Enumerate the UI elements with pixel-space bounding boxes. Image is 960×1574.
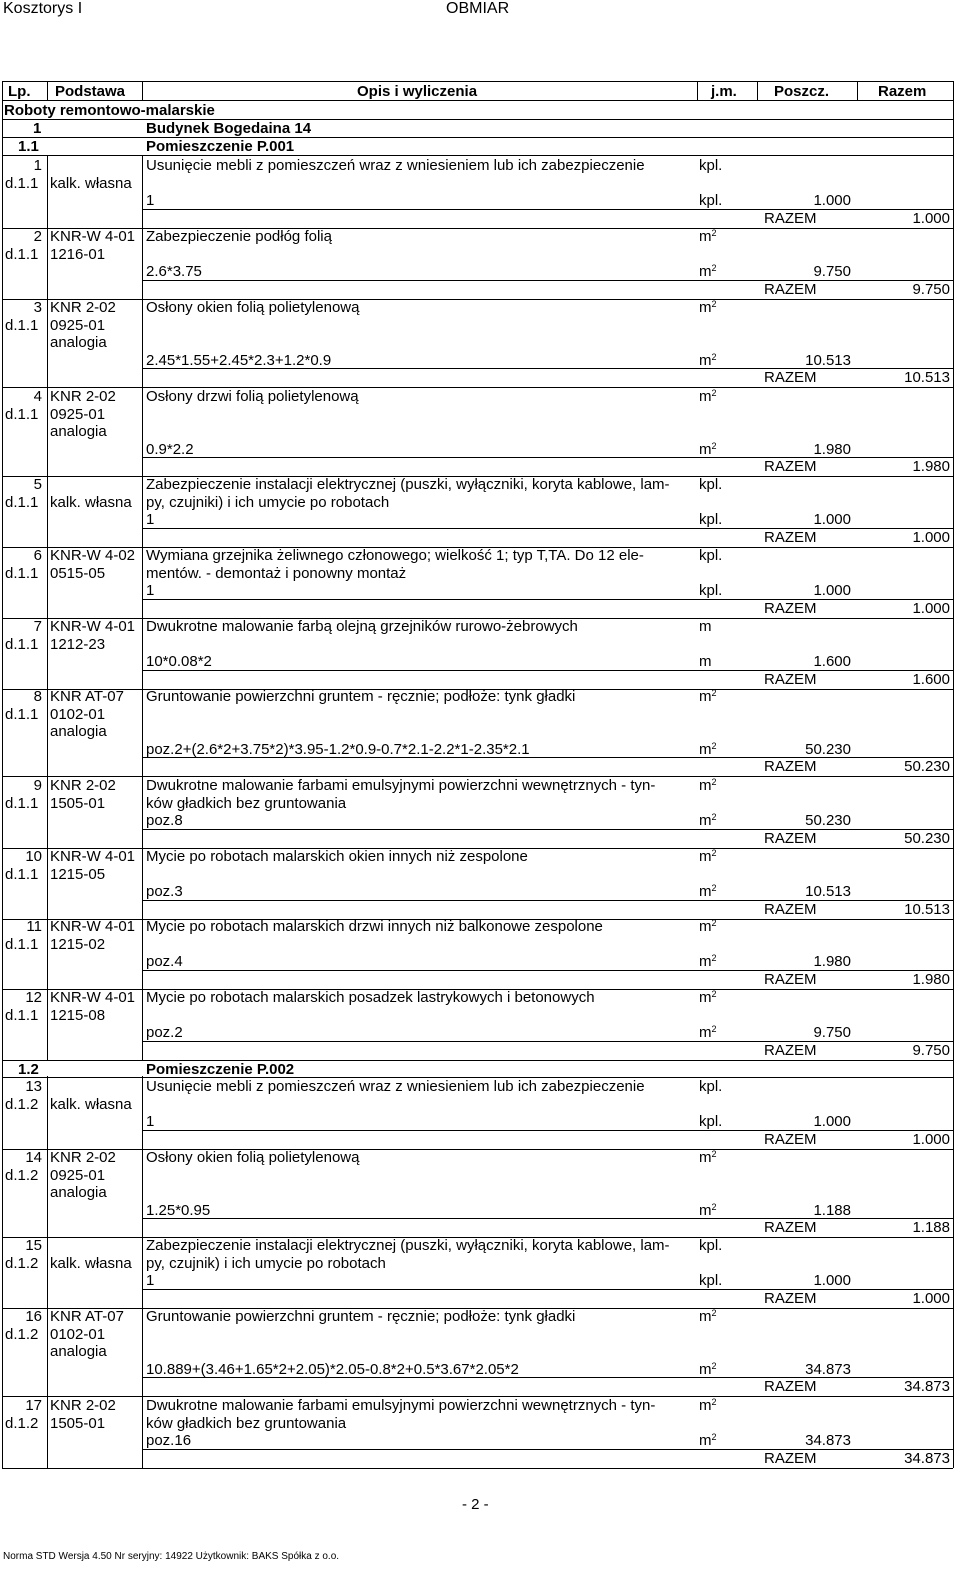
column-divider [142,987,143,1060]
column-divider [2,81,3,1468]
item-base: analogia [50,1343,107,1361]
row-divider [142,528,953,529]
row-divider [2,100,953,101]
calc-unit: kpl. [699,192,723,210]
item-base: kalk. własna [50,1254,132,1272]
row-divider [2,155,953,156]
item-description: py, czujniki) i ich umycie po robotach [146,493,390,511]
item-dlp: d.1.2 [5,1166,39,1184]
calc-value: 1.980 [813,953,851,971]
header-jm: j.m. [711,83,737,100]
row-divider [142,1041,953,1042]
item-description: Zabezpieczenie instalacji elektrycznej (puszki, wyłączniki, koryta kablowe, lam- [146,1237,670,1254]
item-dlp: d.1.1 [5,245,39,263]
razem-label: RAZEM [764,458,817,476]
item-description: py, czujnik) i ich umycie po robotach [146,1254,386,1272]
calc-value: 1.980 [813,440,851,458]
column-divider [47,1306,48,1396]
item-lp: 16 [25,1308,42,1325]
row-divider [2,1149,953,1150]
item-unit: $m^2$ [699,388,717,405]
column-divider [47,545,48,618]
row-divider [142,1289,953,1290]
item-lp: 11 [26,918,42,935]
item-unit: $m^2$ [699,1149,717,1166]
item-total: 1.000 [912,1130,950,1148]
room-number: 1.1 [18,138,39,155]
row-divider [142,829,953,830]
calc-unit: $m^2$ [699,263,717,281]
row-divider [142,599,953,600]
item-lp: 2 [33,228,42,245]
header-razem: Razem [878,83,927,100]
item-calculation: 2.6*3.75 [146,263,202,281]
column-divider [47,155,48,228]
column-divider [47,987,48,1060]
document-section-title: OBMIAR [446,0,510,17]
item-lp: 9 [33,777,42,794]
item-base: KNR-W 4-01 [50,848,136,865]
item-base: kalk. własna [50,1095,132,1113]
room-number: 1.2 [18,1061,39,1078]
column-divider [142,775,143,848]
column-divider [142,155,143,228]
item-dlp: d.1.2 [5,1254,39,1272]
item-lp: 8 [33,688,42,705]
razem-label: RAZEM [764,970,817,988]
item-description: ków gładkich bez gruntowania [146,1414,347,1432]
item-lp: 15 [25,1237,42,1254]
razem-label: RAZEM [764,599,817,617]
item-description: Zabezpieczenie instalacji elektrycznej (puszki, wyłączniki, koryta kablowe, lam- [146,476,670,493]
item-total: 1.188 [912,1219,950,1237]
item-description: Osłony okien folią polietylenową [146,299,360,316]
footer-note: Norma STD Wersja 4.50 Nr seryjny: 14922 Użytkownik: BAKS Spółka z o.o. [3,1551,340,1562]
row-divider [2,228,953,229]
item-description: Osłony drzwi folią polietylenową [146,388,359,405]
razem-label: RAZEM [764,758,817,776]
row-divider [142,757,953,758]
item-base: analogia [50,334,107,352]
building-number: 1 [33,120,42,137]
item-base: kalk. własna [50,493,132,511]
item-calculation: poz.3 [146,883,183,901]
item-base: 0515-05 [50,564,106,582]
item-calculation: poz.16 [146,1432,192,1450]
item-base: 1505-01 [50,1414,106,1432]
calc-value: 1.000 [813,1113,851,1131]
column-divider [47,1147,48,1237]
item-base: KNR-W 4-01 [50,918,136,935]
column-divider [47,1235,48,1308]
item-total: 1.980 [912,458,950,476]
row-divider [142,1377,953,1378]
header-opis: Opis i wyliczenia [357,83,478,100]
item-calculation: 1 [146,582,155,600]
column-divider [47,297,48,387]
razem-label: RAZEM [764,209,817,227]
item-dlp: d.1.1 [5,1006,39,1024]
column-divider [142,297,143,387]
calc-unit: $m^2$ [699,440,717,458]
item-base: 1215-05 [50,865,106,883]
calc-unit: $m^2$ [699,953,717,971]
item-dlp: d.1.1 [5,635,39,653]
column-divider [142,1147,143,1237]
item-calculation: poz.8 [146,812,183,830]
item-calculation: 1 [146,1113,155,1131]
item-unit: kpl. [699,157,723,174]
header-lp: Lp. [8,83,31,100]
item-description: Osłony okien folią polietylenową [146,1149,360,1166]
item-total: 10.513 [904,900,950,918]
item-lp: 13 [25,1078,42,1095]
item-calculation: 1.25*0.95 [146,1201,211,1219]
item-lp: 3 [33,299,42,316]
item-unit: kpl. [699,1237,723,1254]
item-calculation: 10.889+(3.46+1.65*2+2.05)*2.05-0.8*2+0.5*3.67*2.05*2 [146,1360,519,1378]
column-divider [142,545,143,618]
item-lp: 7 [33,618,42,635]
row-divider [142,1130,953,1131]
column-divider [47,474,48,547]
item-unit: $m^2$ [699,918,717,935]
item-calculation: 10*0.08*2 [146,653,212,671]
item-total: 9.750 [912,280,950,298]
razem-label: RAZEM [764,369,817,387]
item-base: KNR-W 4-02 [50,547,136,564]
calc-value: 10.513 [805,883,851,901]
item-base: 1212-23 [50,635,106,653]
item-base: KNR AT-07 [50,688,124,705]
item-base: 0102-01 [50,1325,106,1343]
row-divider [142,280,953,281]
item-base: 1216-01 [50,245,106,263]
item-base: KNR 2-02 [50,299,116,316]
item-total: 1.000 [912,599,950,617]
calc-unit: $m^2$ [699,351,717,369]
item-total: 34.873 [904,1378,950,1396]
item-base: KNR-W 4-01 [50,989,136,1006]
calc-unit: $m^2$ [699,812,717,830]
item-description: Zabezpieczenie podłóg folią [146,228,332,245]
item-base: analogia [50,1184,107,1202]
item-description: Dwukrotne malowanie farbą olejną grzejników rurowo-żebrowych [146,618,578,635]
item-description: Dwukrotne malowanie farbami emulsyjnymi powierzchni wewnętrznych - tyn- [146,1397,656,1414]
column-divider [47,686,48,776]
item-dlp: d.1.1 [5,865,39,883]
razem-label: RAZEM [764,1289,817,1307]
calc-value: 1.000 [813,511,851,529]
row-divider [2,299,953,300]
item-description: Mycie po robotach malarskich posadzek lastrykowych i betonowych [146,989,595,1006]
item-total: 1.000 [912,528,950,546]
item-dlp: d.1.1 [5,493,39,511]
item-base: 0102-01 [50,705,106,723]
row-divider [142,1218,953,1219]
page-number: - 2 - [462,1496,489,1513]
item-description: Wymiana grzejnika żeliwnego członowego; wielkość 1; typ T,TA. Do 12 ele- [146,547,644,564]
header-podstawa: Podstawa [55,83,126,100]
item-base: KNR AT-07 [50,1308,124,1325]
section-title: Roboty remontowo-malarskie [4,102,215,119]
item-calculation: 1 [146,192,155,210]
row-divider [2,81,953,82]
item-unit: m [699,618,712,635]
calc-unit: $m^2$ [699,740,717,758]
column-divider [857,81,858,100]
column-divider [47,81,48,100]
item-dlp: d.1.2 [5,1095,39,1113]
header-poszcz: Poszcz. [774,83,830,100]
calc-value: 10.513 [805,351,851,369]
column-divider [47,616,48,689]
item-unit: $m^2$ [699,777,717,794]
item-total: 10.513 [904,369,950,387]
row-divider [142,368,953,369]
row-divider [2,1060,953,1061]
item-base: KNR 2-02 [50,388,116,405]
item-base: 0925-01 [50,405,106,423]
item-unit: kpl. [699,547,723,564]
column-divider [142,616,143,689]
calc-value: 1.600 [813,653,851,671]
item-dlp: d.1.1 [5,935,39,953]
item-lp: 4 [33,388,42,405]
column-divider [47,775,48,848]
column-divider [47,846,48,919]
razem-label: RAZEM [764,829,817,847]
item-unit: kpl. [699,476,723,493]
calc-unit: kpl. [699,511,723,529]
item-calculation: poz.4 [146,953,183,971]
item-unit: $m^2$ [699,989,717,1006]
calc-value: 1.000 [813,192,851,210]
item-base: KNR-W 4-01 [50,618,136,635]
item-unit: $m^2$ [699,848,717,865]
item-lp: 1 [33,157,42,174]
calc-unit: m [699,653,712,671]
calc-value: 1.000 [813,582,851,600]
calc-value: 1.188 [813,1201,851,1219]
column-divider [47,916,48,989]
column-divider [47,1076,48,1149]
item-base: KNR 2-02 [50,1149,116,1166]
item-base: KNR-W 4-01 [50,228,136,245]
item-base: 1215-08 [50,1006,106,1024]
item-dlp: d.1.2 [5,1325,39,1343]
razem-label: RAZEM [764,1378,817,1396]
column-divider [47,226,48,299]
item-description: ków gładkich bez gruntowania [146,794,347,812]
room-name: Pomieszczenie P.001 [146,138,295,155]
row-divider [142,970,953,971]
column-divider [142,226,143,299]
document-title: Kosztorys I [3,0,83,17]
calc-unit: $m^2$ [699,1432,717,1450]
item-base: 0925-01 [50,316,106,334]
item-total: 9.750 [912,1041,950,1059]
item-dlp: d.1.1 [5,405,39,423]
calc-unit: kpl. [699,1113,723,1131]
item-description: Mycie po robotach malarskich okien innych niż zespolone [146,848,528,865]
item-base: 1505-01 [50,794,106,812]
item-lp: 14 [25,1149,42,1166]
item-total: 34.873 [904,1449,950,1467]
item-dlp: d.1.1 [5,174,39,192]
calc-unit: kpl. [699,1272,723,1290]
item-lp: 17 [25,1397,42,1414]
row-divider [142,1449,953,1450]
item-description: Dwukrotne malowanie farbami emulsyjnymi powierzchni wewnętrznych - tyn- [146,777,656,794]
column-divider [142,686,143,776]
razem-label: RAZEM [764,1041,817,1059]
calc-unit: kpl. [699,582,723,600]
column-divider [142,386,143,476]
item-dlp: d.1.1 [5,316,39,334]
item-description: Usunięcie mebli z pomieszczeń wraz z wniesieniem lub ich zabezpieczenie [146,1078,645,1095]
item-unit: $m^2$ [699,228,717,245]
calc-value: 34.873 [805,1360,851,1378]
column-divider [953,81,954,1468]
column-divider [142,81,143,100]
calc-value: 9.750 [813,263,851,281]
column-divider [47,1395,48,1468]
row-divider [2,119,953,120]
item-total: 1.980 [912,970,950,988]
razem-label: RAZEM [764,1449,817,1467]
item-dlp: d.1.1 [5,794,39,812]
column-divider [142,1076,143,1149]
item-description: Usunięcie mebli z pomieszczeń wraz z wniesieniem lub ich zabezpieczenie [146,157,645,174]
column-divider [142,916,143,989]
razem-label: RAZEM [764,280,817,298]
calc-value: 1.000 [813,1272,851,1290]
column-divider [142,1306,143,1396]
column-divider [142,1395,143,1468]
calc-unit: $m^2$ [699,883,717,901]
item-total: 50.230 [904,829,950,847]
item-calculation: poz.2 [146,1024,183,1042]
item-dlp: d.1.1 [5,705,39,723]
calc-value: 9.750 [813,1024,851,1042]
item-base: 0925-01 [50,1166,106,1184]
item-total: 1.000 [912,209,950,227]
item-total: 50.230 [904,758,950,776]
item-calculation: 1 [146,511,155,529]
item-description: mentów. - demontaż i ponowny montaż [146,564,407,582]
item-base: analogia [50,423,107,441]
building-name: Budynek Bogedaina 14 [146,120,312,137]
razem-label: RAZEM [764,1130,817,1148]
row-divider [142,209,953,210]
item-dlp: d.1.2 [5,1414,39,1432]
calc-unit: $m^2$ [699,1360,717,1378]
row-divider [142,457,953,458]
item-base: 1215-02 [50,935,106,953]
razem-label: RAZEM [764,900,817,918]
item-calculation: 2.45*1.55+2.45*2.3+1.2*0.9 [146,351,332,369]
item-unit: kpl. [699,1078,723,1095]
item-lp: 10 [25,848,42,865]
item-base: KNR 2-02 [50,1397,116,1414]
row-divider [2,137,953,138]
item-base: kalk. własna [50,174,132,192]
item-dlp: d.1.1 [5,564,39,582]
item-unit: $m^2$ [699,1308,717,1325]
item-calculation: poz.2+(2.6*2+3.75*2)*3.95-1.2*0.9-0.7*2.1-2.2*1-2.35*2.1 [146,740,530,758]
calc-value: 50.230 [805,740,851,758]
column-divider [757,81,758,100]
column-divider [142,1235,143,1308]
item-base: analogia [50,723,107,741]
razem-label: RAZEM [764,528,817,546]
column-divider [142,474,143,547]
item-calculation: 0.9*2.2 [146,440,194,458]
column-divider [697,81,698,100]
item-description: Gruntowanie powierzchni gruntem - ręcznie; podłoże: tynk gładki [146,1308,576,1325]
calc-unit: $m^2$ [699,1024,717,1042]
razem-label: RAZEM [764,1219,817,1237]
item-unit: $m^2$ [699,1397,717,1414]
item-total: 1.600 [912,670,950,688]
item-unit: $m^2$ [699,299,717,316]
row-divider [2,387,953,388]
calc-value: 50.230 [805,812,851,830]
column-divider [47,386,48,476]
room-name: Pomieszczenie P.002 [146,1061,295,1078]
item-lp: 12 [25,989,42,1006]
item-description: Gruntowanie powierzchni gruntem - ręcznie; podłoże: tynk gładki [146,688,576,705]
row-divider [142,900,953,901]
calc-unit: $m^2$ [699,1201,717,1219]
item-calculation: 1 [146,1272,155,1290]
razem-label: RAZEM [764,670,817,688]
row-divider [2,1468,953,1469]
item-description: Mycie po robotach malarskich drzwi innych niż balkonowe zespolone [146,918,603,935]
calc-value: 34.873 [805,1432,851,1450]
item-unit: $m^2$ [699,688,717,705]
item-total: 1.000 [912,1289,950,1307]
item-lp: 6 [33,547,42,564]
column-divider [142,846,143,919]
item-lp: 5 [33,476,42,493]
row-divider [142,670,953,671]
item-base: KNR 2-02 [50,777,116,794]
